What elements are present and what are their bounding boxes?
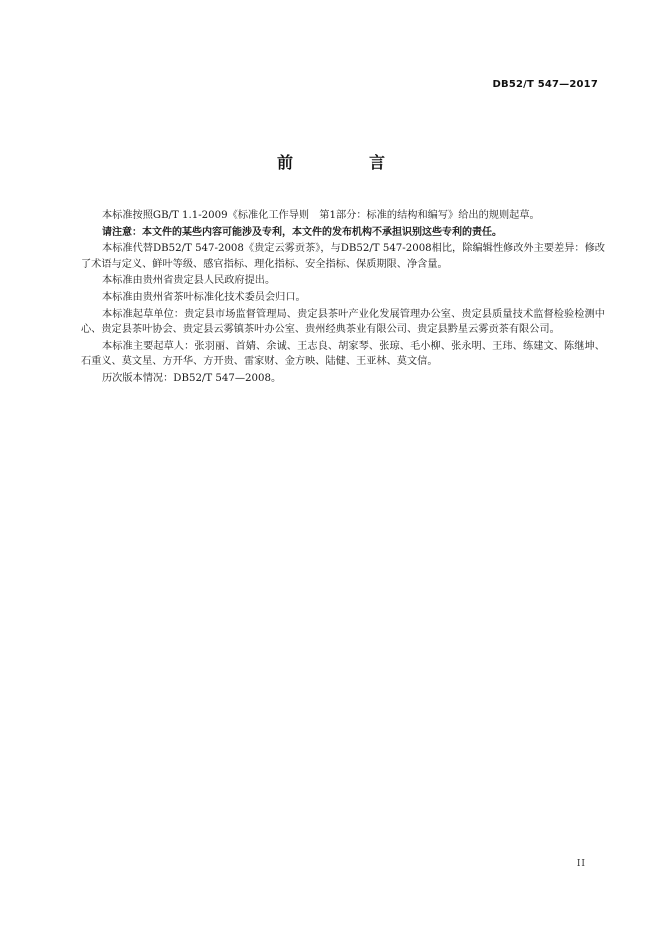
paragraph-proposer: 本标准由贵州省贵定县人民政府提出。 [102,275,276,287]
foreword-body [81,208,605,387]
page-title: 前 言 [276,153,415,172]
paragraph-drafters: 本标准主要起草人：张羽丽、首婧、余诚、王志良、胡家琴、张琼、毛小柳、张永明、王玮、练建文、陈继坤、石重义、莫文星、方开华、方开贵、雷家财、金方映、陆健、王亚林、莫文信。 [81,340,605,367]
paragraph-administrator: 本标准由贵州省茶叶标准化技术委员会归口。 [102,292,306,304]
paragraph-drafting-rules: 本标准按照GB/T 1.1-2009《标准化工作导则 第1部分：标准的结构和编写》给出的规则起草。 [102,210,540,221]
paragraph-patent-notice: 请注意：本文件的某些内容可能涉及专利，本文件的发布机构不承担识别这些专利的责任。 [102,226,502,238]
paragraph-version-history: 历次版本情况：DB52/T 547—2008。 [102,372,282,384]
page-number: II [576,859,586,869]
document-code: DB52/T 547—2017 [492,79,598,90]
paragraph-drafting-units: 本标准起草单位：贵定县市场监督管理局、贵定县茶叶产业化发展管理办公室、贵定县质量技术监督检验检测中心、贵定县茶叶协会、贵定县云雾镇茶叶办公室、贵州经典茶业有限公司、贵定县黔星云雾贡茶有限公司。 [81,308,605,335]
paragraph-replacement: 本标准代替DB52/T 547-2008《贵定云雾贡茶》，与DB52/T 547-2008相比，除编辑性修改外主要差异：修改了术语与定义、鲜叶等级、感官指标、理化指标、安全指标、保质期限、净含量。 [81,243,605,270]
